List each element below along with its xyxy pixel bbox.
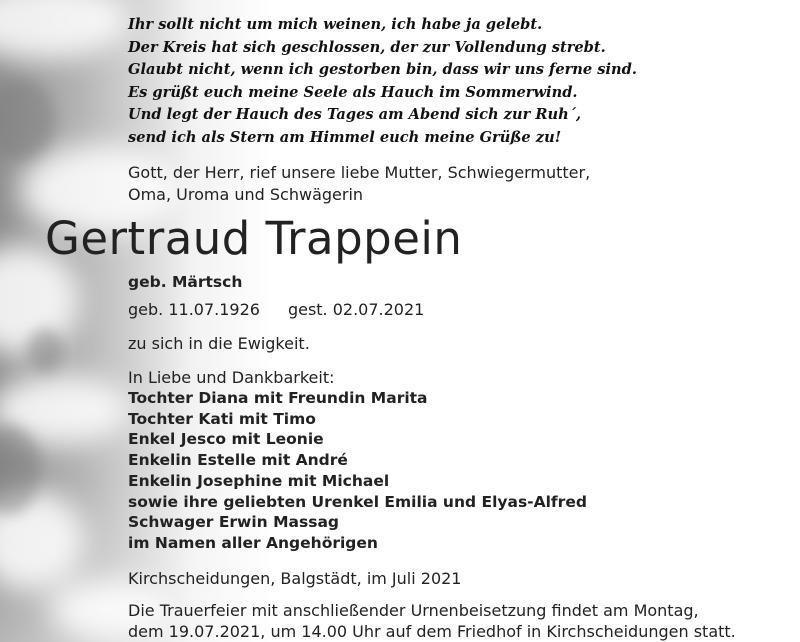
mourners-list xyxy=(128,388,790,554)
poem-line: Glaubt nicht, wenn ich gestorben bin, dass wir uns ferne sind. xyxy=(128,61,637,79)
death-date: gest. 02.07.2021 xyxy=(287,300,425,319)
birth-name: geb. Märtsch xyxy=(128,273,243,291)
intro-line: Oma, Uroma und Schwägerin xyxy=(128,184,364,204)
intro-line: Gott, der Herr, rief unsere liebe Mutter, Schwiegermutter, xyxy=(128,162,591,182)
mourner: Enkelin Estelle mit André xyxy=(128,451,348,470)
mourner: Enkel Jesco mit Leonie xyxy=(128,430,324,449)
mourner: im Namen aller Angehörigen xyxy=(128,533,378,552)
mourner: Schwager Erwin Massag xyxy=(128,513,339,532)
mourners-intro: In Liebe und Dankbarkeit: xyxy=(128,368,335,387)
upper-text xyxy=(128,14,780,206)
mourner: Enkelin Josephine mit Michael xyxy=(128,471,390,490)
funeral-line: dem 19.07.2021, um 14.00 Uhr auf dem Friedhof in Kirchscheidungen statt. xyxy=(128,621,736,641)
intro-text xyxy=(128,162,780,206)
poem-line: Und legt der Hauch des Tages am Abend sich zur Ruh´, xyxy=(128,106,582,124)
funeral-line: Die Trauerfeier mit anschließender Urnenbeisetzung findet am Montag, xyxy=(128,600,699,620)
mourner: sowie ihre geliebten Urenkel Emilia und Elyas-Alfred xyxy=(128,492,587,511)
lower-text xyxy=(128,271,790,642)
mourner: Tochter Kati mit Timo xyxy=(128,409,316,428)
eternity-text: zu sich in die Ewigkeit. xyxy=(128,334,310,353)
place-date: Kirchscheidungen, Balgstädt, im Juli 2021 xyxy=(128,568,462,588)
poem-line: Der Kreis hat sich geschlossen, der zur Vollendung strebt. xyxy=(128,38,606,56)
mourner: Tochter Diana mit Freundin Marita xyxy=(128,389,428,407)
poem-line: Ihr sollt nicht um mich weinen, ich habe ja gelebt. xyxy=(128,16,543,33)
poem xyxy=(128,14,780,150)
life-dates xyxy=(128,299,790,321)
birth-date: geb. 11.07.1926 xyxy=(128,300,260,319)
funeral-info xyxy=(128,600,790,642)
poem-line: send ich als Stern am Himmel euch meine Grüße zu! xyxy=(128,128,562,146)
deceased-name: Gertraud Trappein xyxy=(45,212,463,265)
poem-line: Es grüßt euch meine Seele als Hauch im Sommerwind. xyxy=(128,83,578,101)
